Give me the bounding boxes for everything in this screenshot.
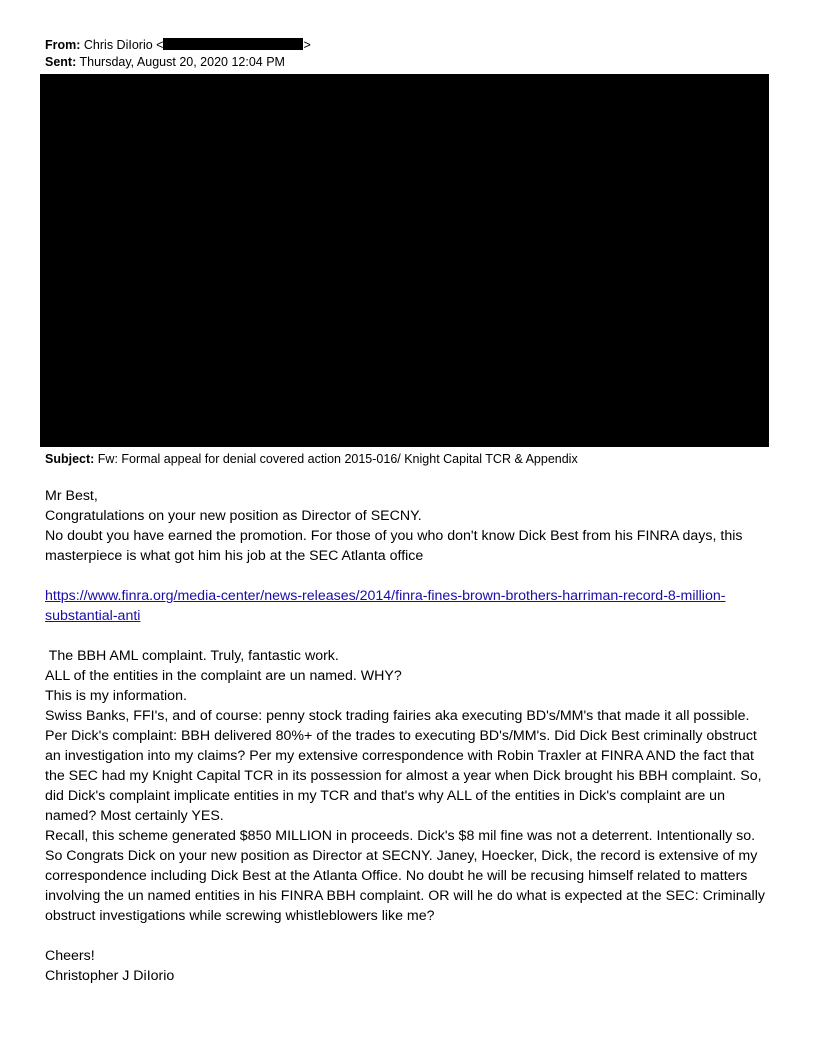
subject-label: Subject: [45, 452, 95, 466]
sent-label: Sent: [45, 55, 77, 69]
from-close: > [303, 38, 311, 52]
sent-line [45, 54, 285, 70]
body-paragraph-7: Recall, this scheme generated $850 MILLION in proceeds. Dick's $8 mil fine was not a deterrent. Intentionally so. [45, 828, 756, 844]
sent-value: Thursday, August 20, 2020 12:04 PM [79, 55, 285, 69]
signature: Christopher J DiIorio [45, 968, 175, 984]
body-paragraph-5: Swiss Banks, FFI's, and of course: penny stock trading fairies aka executing BD's/MM's that made it all possible. [45, 708, 750, 724]
from-line [45, 37, 311, 53]
redacted-email [163, 38, 303, 50]
redacted-recipients-block [40, 74, 769, 447]
subject-line [45, 451, 578, 467]
body-paragraph-4: This is my information. [45, 688, 187, 704]
finra-news-link[interactable]: https://www.finra.org/media-center/news-releases/2014/finra-fines-brown-brothers-harriman-record-8-million-substantial-anti [45, 588, 726, 624]
body-line-1: Congratulations on your new position as Director of SECNY. [45, 508, 422, 524]
body-paragraph-2: The BBH AML complaint. Truly, fantastic work. [45, 648, 339, 664]
email-body [45, 486, 775, 986]
closing: Cheers! [45, 948, 95, 964]
greeting: Mr Best, [45, 488, 98, 504]
subject-value: Fw: Formal appeal for denial covered action 2015-016/ Knight Capital TCR & Appendix [97, 452, 578, 466]
body-paragraph-8: So Congrats Dick on your new position as Director at SECNY. Janey, Hoecker, Dick, the record is extensive of my correspondence including Dick Best at the Atlanta Office. No doubt he will be recusing himself related to matters involving the un named entities in his FINRA BBH complaint. OR will he do what is expected at the SEC: Criminally obstruct investigations while screwing whistleblowers like me? [45, 848, 765, 924]
body-paragraph-6: Per Dick's complaint: BBH delivered 80%+ of the trades to executing BD's/MM's. Did Dick Best criminally obstruct an investigation into my claims? Per my extensive correspondence with Robin Traxler at FINRA AND the fact that the SEC had my Knight Capital TCR in its possession for almost a year when Dick brought his BBH complaint. So, did Dick's complaint implicate entities in my TCR and that's why ALL of the entities in Dick's complaint are un named? Most certainly YES. [45, 728, 762, 824]
body-paragraph-3: ALL of the entities in the complaint are un named. WHY? [45, 668, 402, 684]
body-paragraph-1: No doubt you have earned the promotion. For those of you who don't know Dick Best from his FINRA days, this masterpiece is what got him his job at the SEC Atlanta office [45, 528, 743, 564]
from-label: From: [45, 38, 81, 52]
from-name: Chris DiIorio < [83, 38, 164, 52]
